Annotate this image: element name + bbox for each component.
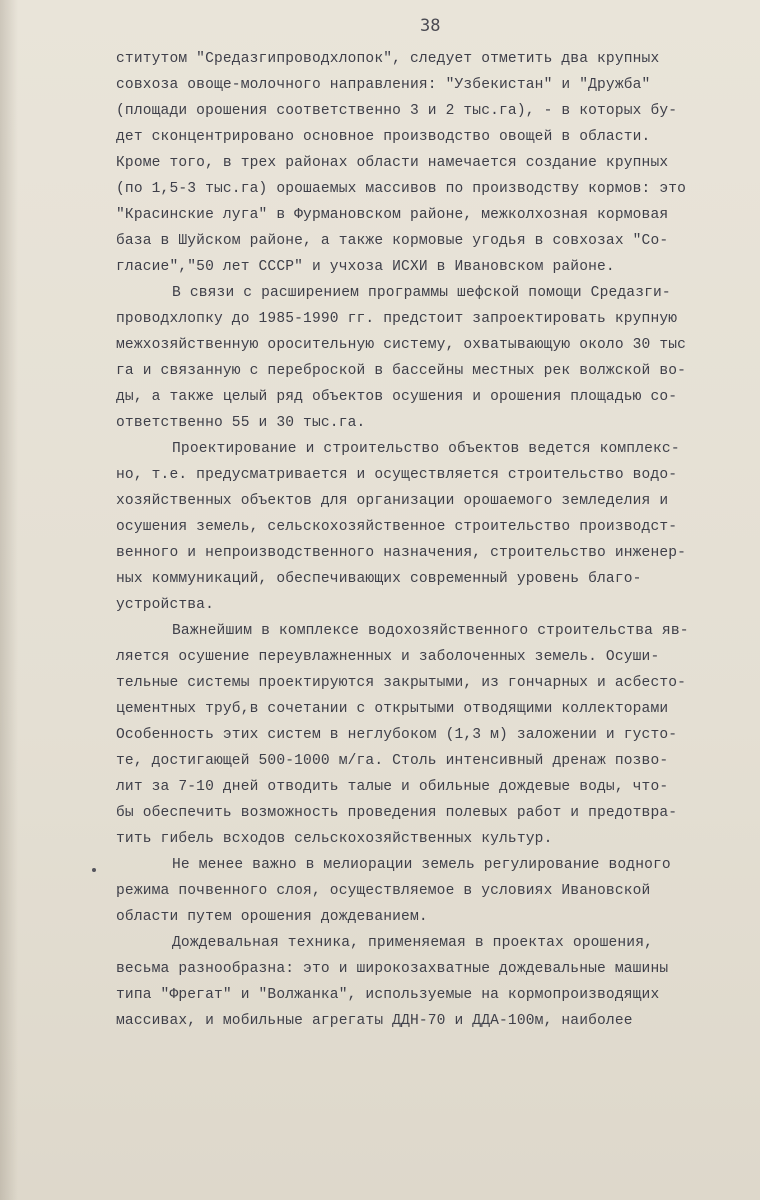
paragraph-p3: [116, 436, 756, 618]
paragraph-p4: [116, 618, 756, 852]
text-line: ответственно 55 и 30 тыс.га.: [116, 415, 366, 431]
text-line: Важнейшим в комплексе водохозяйственного строительства яв-: [172, 623, 689, 639]
paragraph-p2: [116, 280, 756, 436]
text-line: "Красинские луга" в Фурмановском районе, межколхозная кормовая: [116, 207, 669, 223]
text-line: ды, а также целый ряд объектов осушения и орошения площадью со-: [116, 389, 678, 405]
text-line: межхозяйственную оросительную систему, охватывающую около 30 тыс: [116, 337, 687, 353]
text-line: гласие","50 лет СССР" и учхоза ИСХИ в Ивановском районе.: [116, 259, 615, 275]
page-number: 38: [420, 16, 441, 36]
text-line: типа "Фрегат" и "Волжанка", используемые на кормопроизводящих: [116, 987, 660, 1003]
text-line: осушения земель, сельскохозяйственное строительство производст-: [116, 519, 678, 535]
text-line: массивах, и мобильные агрегаты ДДН-70 и ДДА-100м, наиболее: [116, 1013, 633, 1029]
paragraph-p1: [116, 46, 756, 280]
text-line: (по 1,5-3 тыс.га) орошаемых массивов по производству кормов: это: [116, 181, 687, 197]
text-line: проводхлопку до 1985-1990 гг. предстоит запроектировать крупную: [116, 311, 678, 327]
text-line: (площади орошения соответственно 3 и 2 тыс.га), - в которых бу-: [116, 103, 678, 119]
text-line: В связи с расширением программы шефской помощи Средазги-: [172, 285, 671, 301]
text-line: совхоза овоще-молочного направления: "Узбекистан" и "Дружба": [116, 77, 651, 93]
text-line: га и связанную с переброской в бассейны местных рек волжской во-: [116, 363, 687, 379]
text-line: режима почвенного слоя, осуществляемое в условиях Ивановской: [116, 883, 651, 899]
text-line: но, т.е. предусматривается и осуществляется строительство водо-: [116, 467, 678, 483]
text-line: тельные системы проектируются закрытыми, из гончарных и асбесто-: [116, 675, 687, 691]
text-line: цементных труб,в сочетании с открытыми отводящими коллекторами: [116, 701, 669, 717]
text-line: база в Шуйском районе, а также кормовые угодья в совхозах "Со-: [116, 233, 669, 249]
text-line: Дождевальная техника, применяемая в проектах орошения,: [172, 935, 654, 951]
paragraph-p6: [116, 930, 756, 1034]
text-line: ляется осушение переувлажненных и заболоченных земель. Осуши-: [116, 649, 660, 665]
text-line: Проектирование и строительство объектов ведется комплекс-: [172, 441, 680, 457]
margin-dot: [92, 868, 96, 872]
text-line: хозяйственных объектов для организации орошаемого земледелия и: [116, 493, 669, 509]
text-line: ных коммуникаций, обеспечивающих современный уровень благо-: [116, 571, 642, 587]
body-text: [116, 46, 756, 1034]
text-line: весьма разнообразна: это и широкозахватные дождевальные машины: [116, 961, 669, 977]
text-line: Кроме того, в трех районах области намечается создание крупных: [116, 155, 669, 171]
text-line: Не менее важно в мелиорации земель регулирование водного: [172, 857, 671, 873]
text-line: бы обеспечить возможность проведения полевых работ и предотвра-: [116, 805, 678, 821]
page-edge-shadow: [0, 0, 18, 1200]
text-line: устройства.: [116, 597, 214, 613]
text-line: области путем орошения дождеванием.: [116, 909, 428, 925]
text-line: лит за 7-10 дней отводить талые и обильные дождевые воды, что-: [116, 779, 669, 795]
text-line: тить гибель всходов сельскохозяйственных культур.: [116, 831, 553, 847]
paragraph-p5: [116, 852, 756, 930]
text-line: ститутом "Средазгипроводхлопок", следует отметить два крупных: [116, 51, 660, 67]
text-line: дет сконцентрировано основное производство овощей в области.: [116, 129, 651, 145]
text-line: венного и непроизводственного назначения, строительство инженер-: [116, 545, 687, 561]
text-line: Особенность этих систем в неглубоком (1,3 м) заложении и густо-: [116, 727, 678, 743]
text-line: те, достигающей 500-1000 м/га. Столь интенсивный дренаж позво-: [116, 753, 669, 769]
